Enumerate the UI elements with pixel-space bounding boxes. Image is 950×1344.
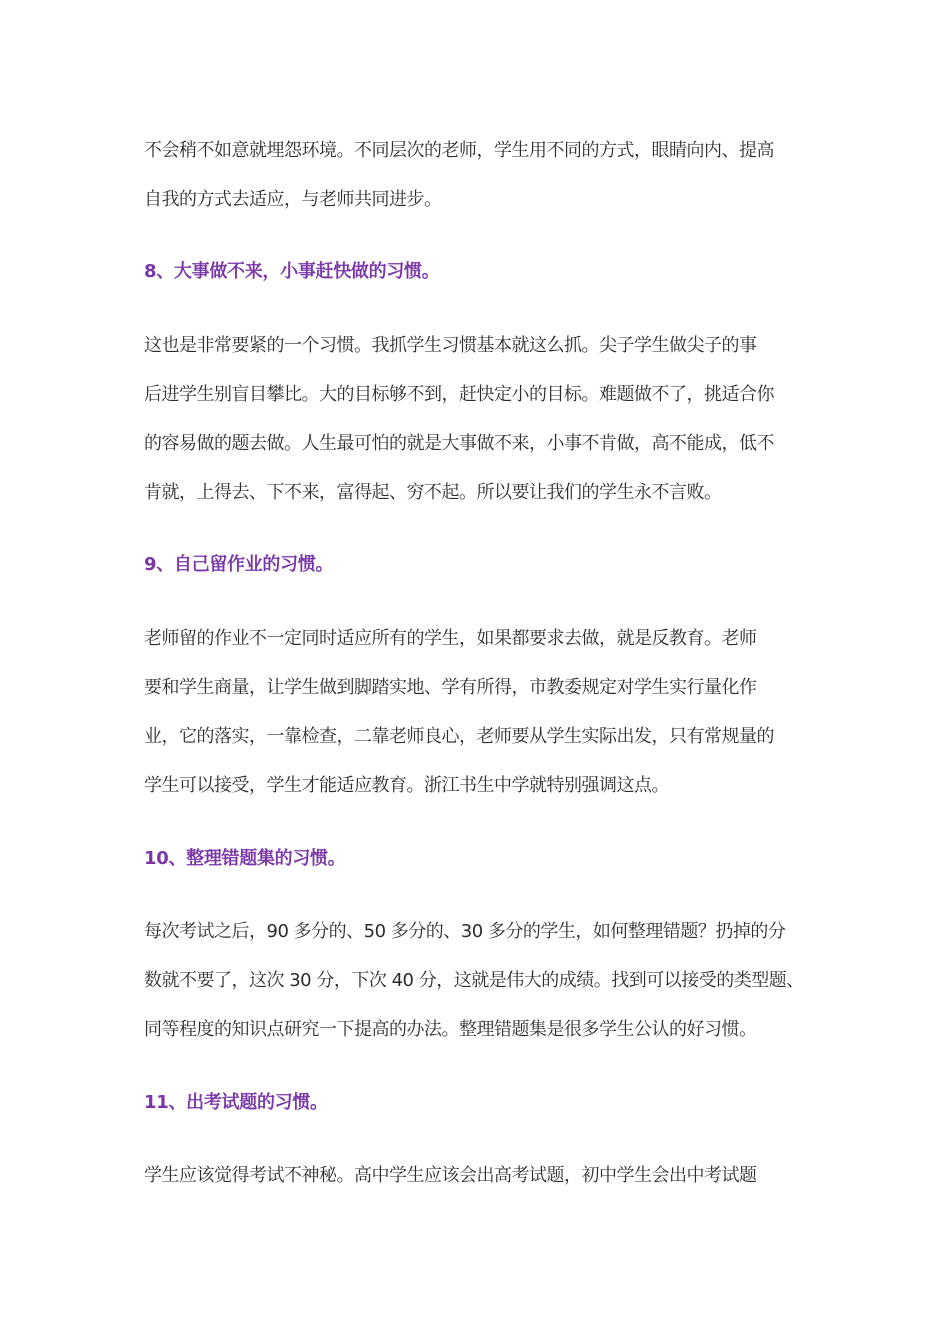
paragraph-line: 要和学生商量，让学生做到脚踏实地、学有所得，市教委规定对学生实行量化作	[144, 677, 757, 698]
paragraph-line: 同等程度的知识点研究一下提高的办法。整理错题集是很多学生公认的好习惯。	[144, 1019, 757, 1040]
paragraph-line: 老师留的作业不一定同时适应所有的学生，如果都要求去做，就是反教育。老师	[144, 628, 757, 649]
section-8-paragraph	[144, 334, 810, 530]
section-10-paragraph	[144, 920, 810, 1067]
section-11-heading: 11、出考试题的习惯。	[144, 1092, 328, 1113]
intro-paragraph	[144, 139, 810, 237]
paragraph-line: 后进学生别盲目攀比。大的目标够不到，赶快定小的目标。难题做不了，挑适合你	[144, 384, 774, 405]
paragraph-line: 的容易做的题去做。人生最可怕的就是大事做不来，小事不肯做，高不能成，低不	[144, 433, 774, 454]
paragraph-line: 学生可以接受，学生才能适应教育。浙江书生中学就特别强调这点。	[144, 775, 669, 796]
section-10-heading: 10、整理错题集的习惯。	[144, 848, 346, 869]
paragraph-line: 自我的方式去适应，与老师共同进步。	[144, 189, 442, 210]
paragraph-line: 每次考试之后，90 多分的、50 多分的、30 多分的学生，如何整理错题？扔掉的分	[144, 921, 786, 942]
paragraph-line: 学生应该觉得考试不神秘。高中学生应该会出高考试题，初中学生会出中考试题	[144, 1165, 757, 1186]
paragraph-line: 肯就，上得去、下不来，富得起、穷不起。所以要让我们的学生永不言败。	[144, 482, 722, 503]
section-8-heading: 8、大事做不来，小事赶快做的习惯。	[144, 261, 440, 282]
section-9-heading: 9、自己留作业的习惯。	[144, 554, 334, 575]
paragraph-line: 这也是非常要紧的一个习惯。我抓学生习惯基本就这么抓。尖子学生做尖子的事	[144, 335, 757, 356]
section-9-paragraph	[144, 627, 810, 823]
section-11-paragraph	[144, 1164, 810, 1213]
paragraph-line: 数就不要了，这次 30 分，下次 40 分，这就是伟大的成绩。找到可以接受的类型题、	[144, 970, 804, 991]
paragraph-line: 不会稍不如意就埋怨环境。不同层次的老师，学生用不同的方式，眼睛向内、提高	[144, 140, 774, 161]
paragraph-line: 业，它的落实，一靠检查，二靠老师良心，老师要从学生实际出发，只有常规量的	[144, 726, 774, 747]
